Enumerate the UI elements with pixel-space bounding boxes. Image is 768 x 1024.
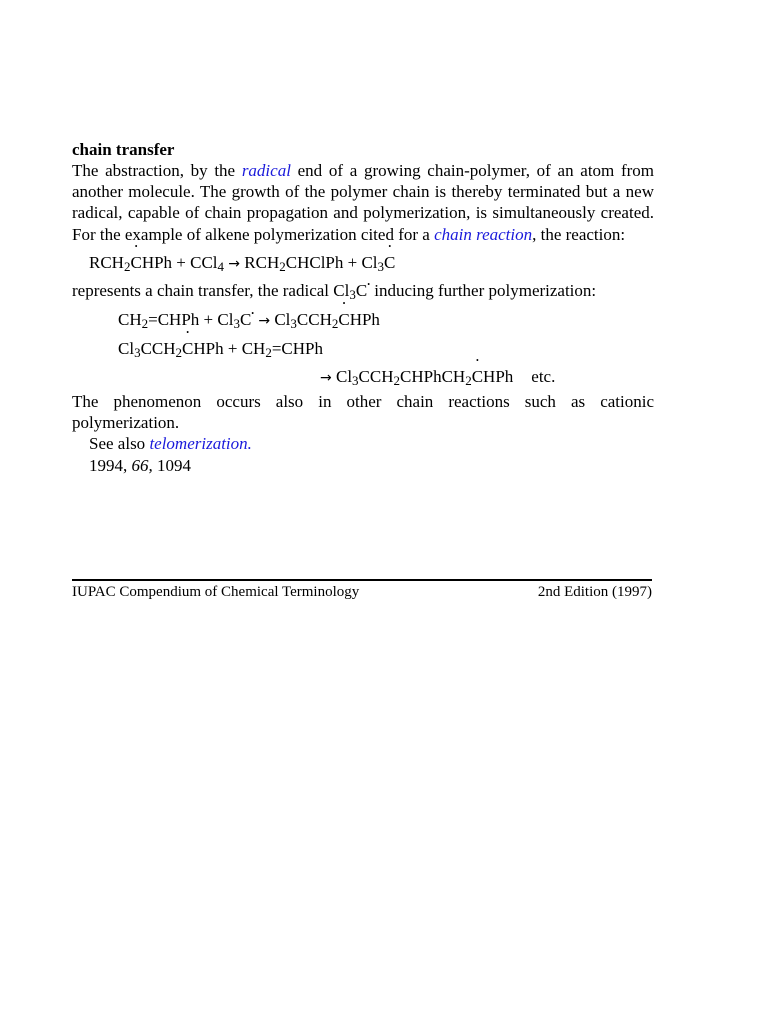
eq2-radical-carbon: C • bbox=[338, 309, 349, 330]
reaction-arrow: → bbox=[320, 370, 332, 387]
eq3-part: Cl bbox=[118, 339, 135, 359]
eq1-part: RCH bbox=[89, 252, 124, 272]
reaction-equation-4 bbox=[320, 366, 654, 389]
see-also-label: See also bbox=[89, 434, 150, 454]
eq4-radical-carbon: C • bbox=[472, 366, 483, 387]
glossary-entry bbox=[72, 139, 654, 476]
definition-text-2: end of a growing chain-polymer, of an atom from another molecule. The growth of the polymer chain is thereby terminated but a new radical, capable of chain propagation and polymerization, is simultaneously created. For the example of alkene polymerization cited for a bbox=[72, 161, 655, 244]
eq1-subscript: 3 bbox=[377, 258, 385, 274]
eq2-part: CCH bbox=[296, 310, 332, 330]
eq4-subscript: 2 bbox=[465, 373, 472, 389]
citation-line bbox=[72, 455, 654, 476]
etc-text: etc. bbox=[531, 367, 556, 387]
definition-paragraph bbox=[72, 160, 654, 245]
eq2-part: =CHPh + Cl bbox=[148, 310, 234, 330]
footer-edition: 2nd Edition (1997) bbox=[537, 584, 652, 600]
eq4-part: HPh bbox=[483, 367, 514, 387]
citation-volume: 66, bbox=[131, 455, 153, 475]
reaction-arrow: → bbox=[228, 255, 241, 272]
paragraph-text: represents a chain transfer, the radical Cl bbox=[72, 280, 350, 300]
eq2-subscript: 3 bbox=[290, 316, 297, 332]
eq2-part: HPh bbox=[349, 310, 380, 330]
footer-publication-title: IUPAC Compendium of Chemical Terminology bbox=[72, 584, 360, 600]
eq4-part: Cl bbox=[335, 367, 353, 387]
radical-link[interactable]: radical bbox=[241, 161, 291, 180]
eq3-subscript: 2 bbox=[175, 345, 183, 361]
reaction-equation-3 bbox=[118, 338, 654, 359]
eq4-subscript: 2 bbox=[393, 373, 401, 389]
eq2-subscript: 2 bbox=[331, 316, 339, 332]
subscript: 3 bbox=[349, 286, 356, 302]
eq3-subscript: 2 bbox=[265, 345, 272, 361]
eq1-part: CHClPh + Cl bbox=[285, 252, 378, 272]
eq3-radical-carbon: C • bbox=[182, 338, 193, 359]
see-also-line bbox=[72, 433, 654, 454]
eq2-part: C bbox=[239, 310, 252, 330]
eq1-part: RCH bbox=[244, 252, 280, 272]
citation-page: 1094 bbox=[152, 455, 191, 475]
eq1-subscript: 4 bbox=[217, 258, 225, 274]
definition-text-1: The abstraction, by the bbox=[72, 161, 242, 180]
phenomenon-paragraph: The phenomenon occurs also in other chain reactions such as cationic polymerization. bbox=[72, 392, 654, 433]
eq4-part: CCH bbox=[358, 367, 394, 387]
eq1-subscript: 2 bbox=[279, 258, 286, 274]
telomerization-link[interactable]: telomerization. bbox=[149, 434, 252, 454]
eq2-part: CH bbox=[118, 310, 142, 330]
eq3-part: =CHPh bbox=[271, 339, 323, 359]
eq3-subscript: 3 bbox=[134, 345, 141, 361]
eq4-subscript: 3 bbox=[352, 373, 359, 389]
page-footer bbox=[72, 579, 652, 601]
radical-dot: • bbox=[251, 309, 255, 319]
eq1-radical-carbon: C • bbox=[130, 252, 141, 273]
chain-transfer-paragraph bbox=[72, 280, 654, 301]
radical-dot: • bbox=[367, 279, 370, 289]
eq1-radical-carbon: C • bbox=[384, 252, 395, 273]
eq2-subscript: 2 bbox=[141, 316, 149, 332]
eq3-part: CCH bbox=[140, 339, 176, 359]
paragraph-text: C bbox=[355, 280, 368, 300]
reaction-equation-1 bbox=[89, 252, 654, 275]
eq1-subscript: 2 bbox=[123, 258, 131, 274]
eq4-part: CHPhCH bbox=[400, 367, 466, 387]
paragraph-text: inducing further polymerization: bbox=[370, 280, 597, 300]
chain-reaction-link[interactable]: chain reaction bbox=[434, 224, 533, 244]
definition-text-3: , the reaction: bbox=[532, 224, 626, 244]
citation-year: 1994, bbox=[89, 455, 132, 475]
eq2-subscript: 3 bbox=[233, 316, 240, 332]
eq1-part: HPh + CCl bbox=[141, 252, 218, 272]
eq2-part: Cl bbox=[274, 310, 291, 330]
term-heading: chain transfer bbox=[72, 140, 175, 159]
reaction-arrow: → bbox=[258, 313, 271, 330]
reaction-equation-2 bbox=[118, 309, 654, 332]
eq3-part: HPh + CH bbox=[193, 339, 266, 359]
